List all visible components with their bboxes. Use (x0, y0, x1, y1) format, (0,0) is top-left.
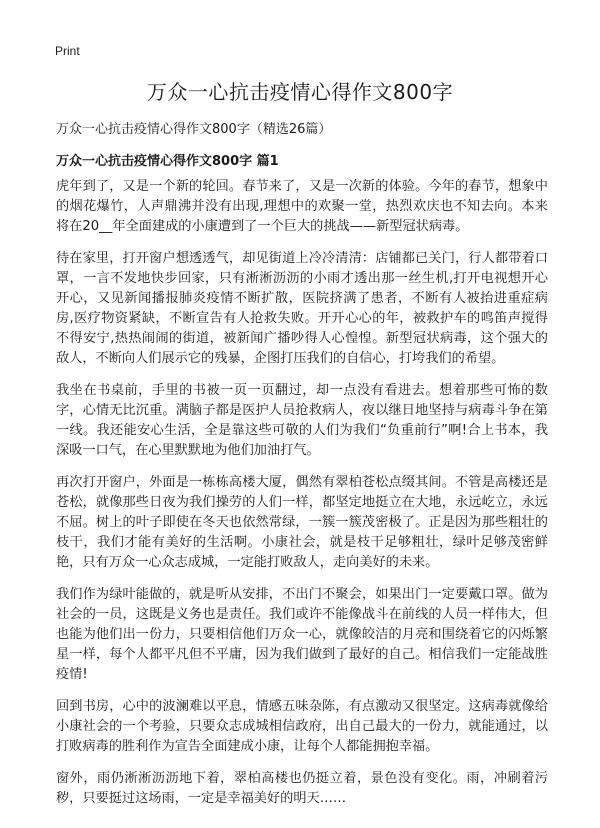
article-body (56, 177, 548, 821)
section-heading: 万众一心抗击疫情心得作文800字 篇1 (56, 154, 279, 169)
paragraph: 虎年到了，又是一个新的轮回。春节来了，又是一次新的体验。今年的春节，想象中的烟花爆竹，人声鼎沸并没有出现,理想中的欢聚一堂，热烈欢庆也不知去向。本来将在20__年全面建成的小康遭到了一个巨大的挑战——新型冠状病毒。 (56, 179, 548, 234)
paragraph: 我坐在书桌前，手里的书被一页一页翻过，却一点没有看进去。想着那些可怖的数字，心情无比沉重。满脑子都是医护人员抢救病人，夜以继日地坚持与病毒斗争在第一线。我还能安心生活，全是靠这些可敬的人们为我们“负重前行”啊!合上书本，我深吸一口气，在心里默默地为他们加油打气。 (56, 383, 548, 458)
page-title: 万众一心抗击疫情心得作文800字 (146, 80, 454, 104)
paragraph: 回到书房，心中的波澜难以平息，情感五味杂陈，有点激动又很坚定。这病毒就像给小康社会的一个考验，只要众志成城相信政府，出自己最大的一份力，就能通过，以打败病毒的胜利作为宣告全面建成小康，让每个人都能拥抱幸福。 (56, 699, 548, 754)
document-subtitle: 万众一心抗击疫情心得作文800字（精选26篇） (56, 122, 332, 137)
print-link[interactable]: Print (55, 44, 80, 58)
paragraph: 窗外，雨仍淅淅沥沥地下着，翠柏高楼也仍挺立着，景色没有变化。雨，冲刷着污秽，只要挺过这场雨，一定是幸福美好的明天…… (56, 771, 548, 806)
paragraph: 待在家里，打开窗户想透透气，却见街道上冷冷清清：店铺都已关门，行人都带着口罩，一言不发地快步回家，只有淅淅沥沥的小雨才透出那一丝生机,打开电视想开心开心，又见新闻播报肺炎疫情不断扩散，医院挤满了患者，不断有人被抬进重症病房,医疗物资紧缺，不断宣告有人抢救失败。开开心心的年，被救护车的鸣笛声搅得不得安宁,热热闹闹的街道，被新闻广播吵得人心惶惶。新型冠状病毒，这个强大的敌人，不断向人们展示它的残暴，企图打压我们的自信心，打垮我们的希望。 (56, 251, 548, 366)
paragraph: 再次打开窗户，外面是一栋栋高楼大厦，偶然有翠柏苍松点缀其间。不管是高楼还是苍松，就像那些日夜为我们操劳的人们一样，都坚定地挺立在大地，永远屹立，永远不屈。树上的叶子即使在冬天也依然常绿，一簇一簇茂密极了。正是因为那些粗壮的枝干，我们才能有美好的生活啊。小康社会，就是枝干足够粗壮，绿叶足够茂密鲜艳，只有万众一心众志成城，一定能打败敌人，走向美好的未来。 (56, 475, 548, 570)
paragraph: 我们作为绿叶能做的，就是听从安排，不出门不聚会，如果出门一定要戴口罩。做为社会的一员，这既是义务也是责任。我们或许不能像战斗在前线的人员一样伟大，但也能为他们出一份力，只要相信他们万众一心，就像皎洁的月亮和围绕着它的闪烁繁星一样，每个人都平凡但不平庸，因为我们做到了最好的自己。相信我们一定能战胜疫情! (56, 587, 548, 682)
